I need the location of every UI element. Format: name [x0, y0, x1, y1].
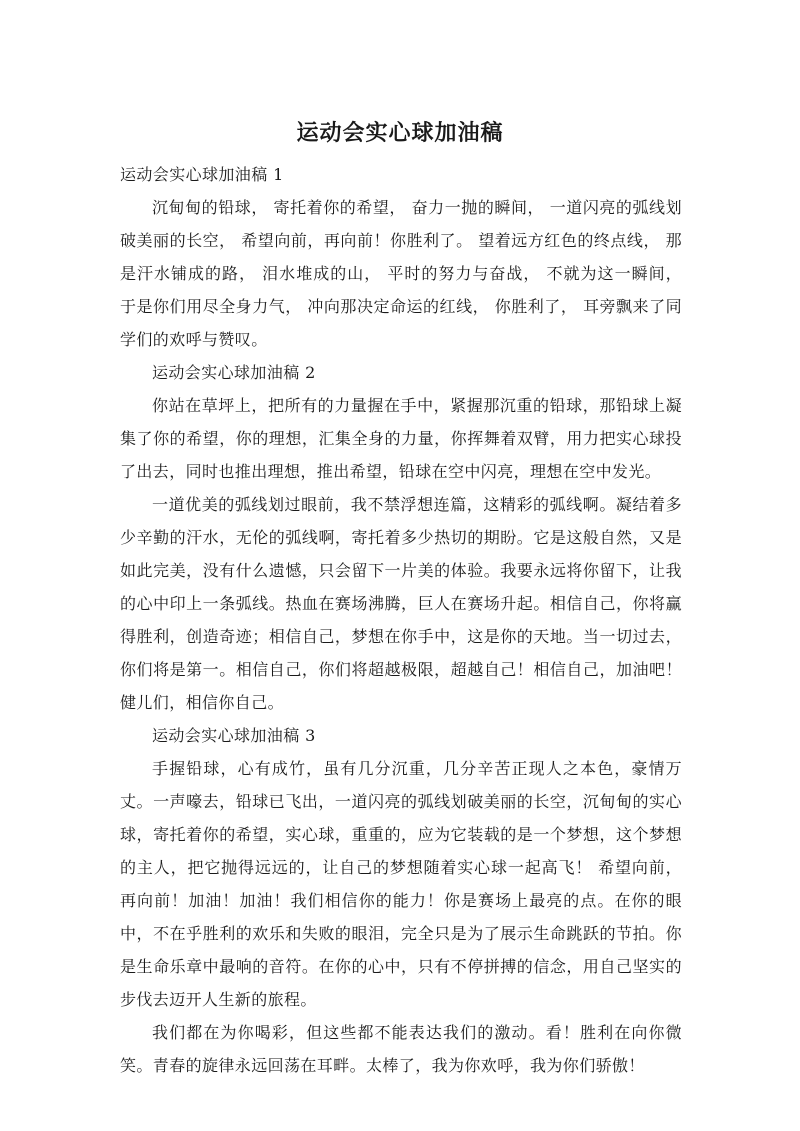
paragraph: 沉甸甸的铅球， 寄托着你的希望， 奋力一抛的瞬间， 一道闪亮的弧线划破美丽的长空， 希望向前，再向前！你胜利了。 望着远方红色的终点线， 那是汗水铺成的路， 泪水堆成的山， 平时的努力与奋战， 不就为这一瞬间， 于是你们用尽全身力气， 冲向那决定命运的红线， 你胜利了， 耳旁飘来了同学们的欢呼与赞叹。 [120, 198, 682, 349]
section-heading-3: 运动会实心球加油稿 3 [152, 726, 316, 745]
paragraph: 一道优美的弧线划过眼前，我不禁浮想连篇，这精彩的弧线啊。凝结着多少辛勤的汗水，无伦的弧线啊，寄托着多少热切的期盼。它是这般自然，又是如此完美，没有什么遗憾，只会留下一片美的体验。我要永远将你留下，让我的心中印上一条弧线。热血在赛场沸腾，巨人在赛场升起。相信自己，你将赢得胜利，创造奇迹；相信自己，梦想在你手中，这是你的天地。当一切过去，你们将是第一。相信自己，你们将超越极限，超越自己！相信自己，加油吧！健儿们，相信你自己。 [120, 495, 682, 712]
document-title: 运动会实心球加油稿 [296, 121, 504, 146]
section-heading-1: 运动会实心球加油稿 1 [120, 165, 284, 184]
paragraph: 我们都在为你喝彩，但这些都不能表达我们的激动。看！胜利在向你微笑。青春的旋律永远回荡在耳畔。太棒了，我为你欢呼，我为你们骄傲！ [120, 1023, 682, 1075]
document-body [120, 158, 682, 1082]
section-heading-2: 运动会实心球加油稿 2 [152, 363, 316, 382]
paragraph: 你站在草坪上，把所有的力量握在手中，紧握那沉重的铅球，那铅球上凝集了你的希望，你的理想，汇集全身的力量，你挥舞着双臂，用力把实心球投了出去，同时也推出理想，推出希望，铅球在空中闪亮，理想在空中发光。 [120, 396, 682, 481]
paragraph: 手握铅球，心有成竹，虽有几分沉重，几分辛苦正现人之本色，豪情万丈。一声嚎去，铅球已飞出，一道闪亮的弧线划破美丽的长空，沉甸甸的实心球，寄托着你的希望，实心球，重重的，应为它装载的是一个梦想，这个梦想的主人，把它抛得远远的，让自己的梦想随着实心球一起高飞！ 希望向前，再向前！加油！加油！我们相信你的能力！你是赛场上最亮的点。在你的眼中，不在乎胜利的欢乐和失败的眼泪，完全只是为了展示生命跳跃的节拍。你是生命乐章中最响的音符。在你的心中，只有不停拼搏的信念，用自己坚实的步伐去迈开人生新的旅程。 [120, 759, 682, 1009]
